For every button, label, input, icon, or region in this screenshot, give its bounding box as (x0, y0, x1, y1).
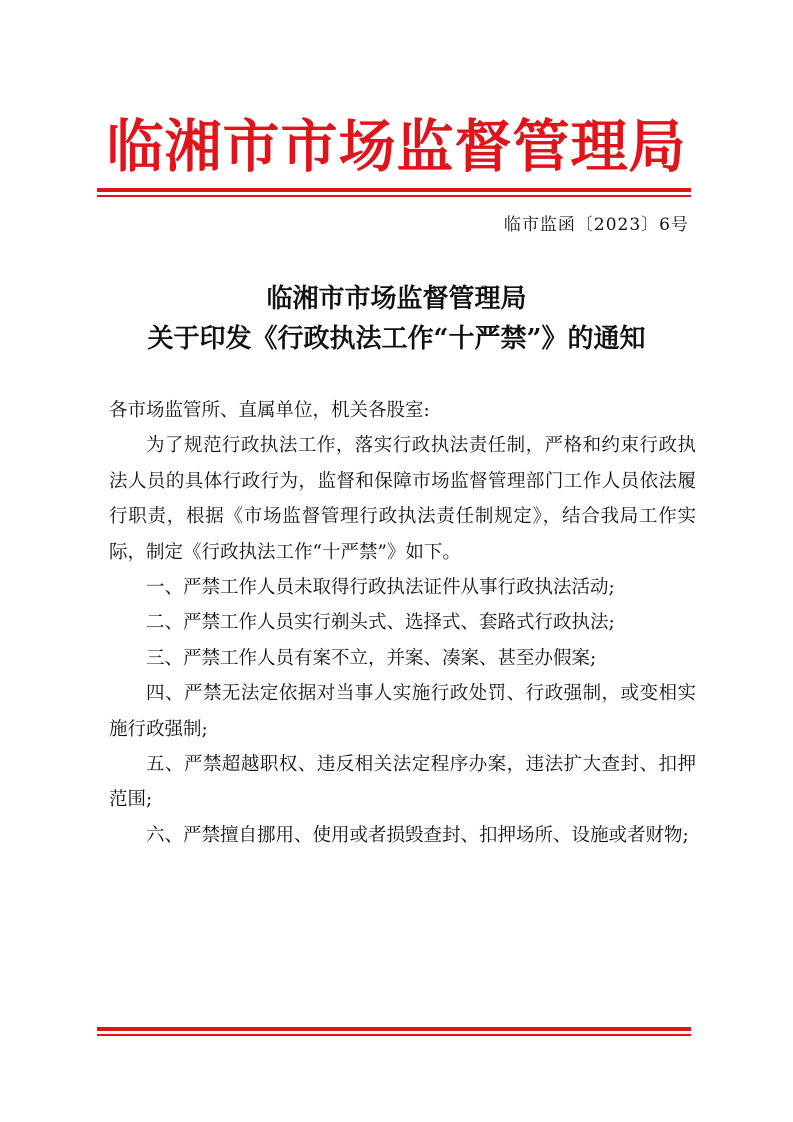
list-item: 三、严禁工作人员有案不立，并案、凑案、甚至办假案; (146, 647, 597, 669)
list-item: 五、严禁超越职权、违反相关法定程序办案，违法扩大查封、扣押范围; (109, 754, 696, 811)
list-item: 六、严禁擅自挪用、使用或者损毁查封、扣押场所、设施或者财物; (146, 824, 689, 846)
intro-paragraph: 为了规范行政执法工作，落实行政执法责任制，严格和约束行政执法人员的具体行政行为，监督和保障市场监督管理部门工作人员依法履行职责，根据《市场监督管理行政执法责任制规定》，结合我局工作实际，制定《行政执法工作“十严禁”》如下。 (109, 435, 696, 563)
footer-rule-thin (97, 1034, 691, 1036)
header-rule-thick (97, 188, 691, 192)
notice-body (109, 393, 696, 853)
list-item: 二、严禁工作人员实行剃头式、选择式、套路式行政执法; (146, 612, 615, 634)
list-item: 一、严禁工作人员未取得行政执法证件从事行政执法活动; (146, 577, 615, 599)
notice-title-line-1: 临湘市市场监督管理局 (266, 284, 527, 314)
list-item: 四、严禁无法定依据对当事人实施行政处罚、行政强制，或变相实施行政强制; (109, 683, 696, 740)
masthead-title: 临湘市市场监督管理局 (106, 114, 687, 180)
document-number: 临市监函〔2023〕6号 (503, 215, 689, 235)
footer-rule-thick (97, 1027, 691, 1031)
salutation: 各市场监管所、直属单位，机关各股室: (109, 400, 430, 421)
header-rule-thin (97, 195, 691, 197)
notice-title-line-2: 关于印发《行政执法工作“十严禁”》的通知 (147, 324, 646, 354)
